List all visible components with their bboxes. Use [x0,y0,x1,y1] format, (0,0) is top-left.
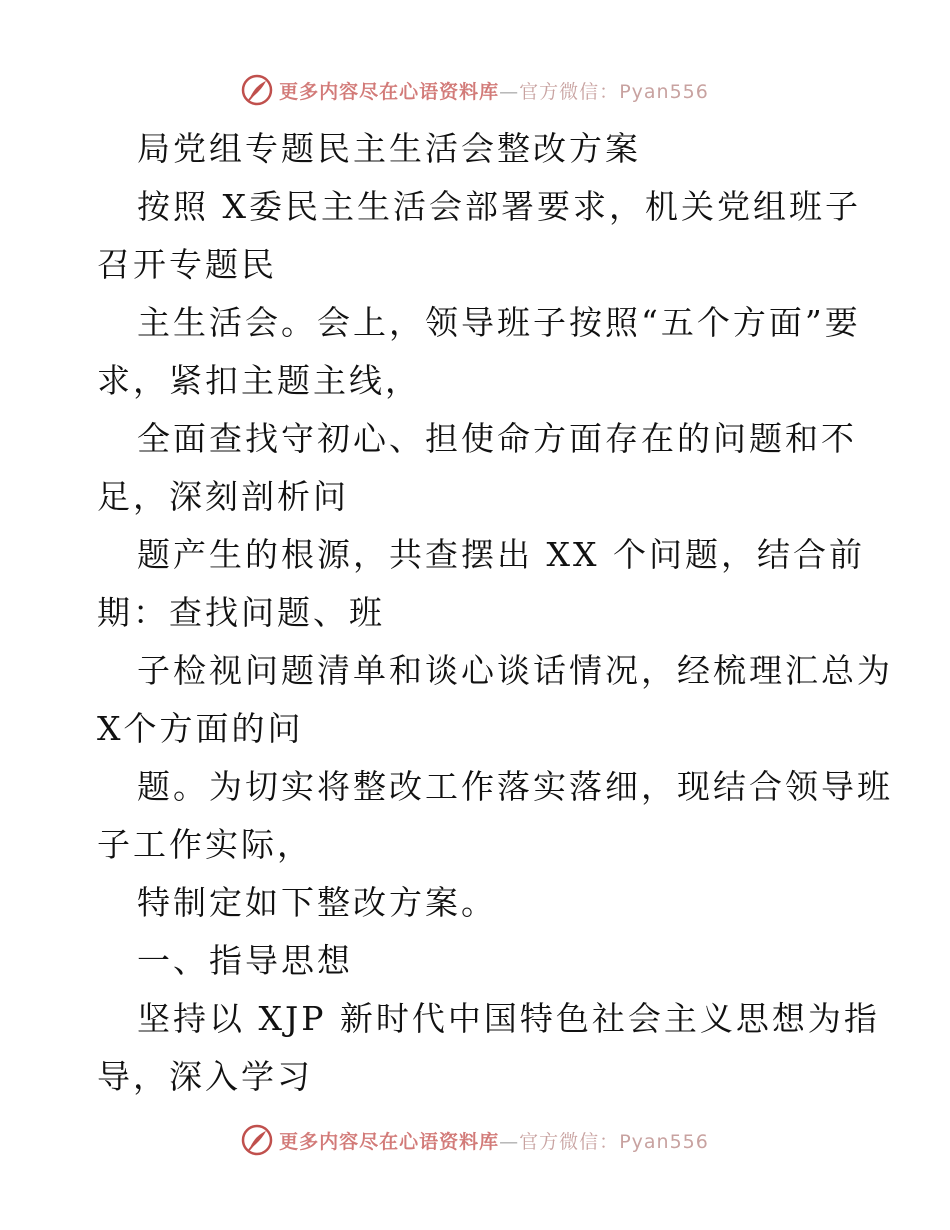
document-line: 局党组专题民主生活会整改方案 [137,129,641,168]
document-line: 全面查找守初心、担使命方面存在的问题和不 [137,419,857,458]
document-line: 足，深刻剖析问 [97,477,349,516]
document-line: 题。为切实将整改工作落实落细，现结合领导班 [137,767,893,806]
watermark-header-main: 更多内容尽在心语资料库 [279,80,500,103]
watermark-header-separator: — [499,80,520,103]
document-line: 特制定如下整改方案。 [137,883,497,922]
document-line: 题产生的根源，共查摆出 XX 个问题，结合前 [137,535,865,574]
watermark-header-text [279,77,709,104]
document-body [97,120,893,1106]
document-line: 召开专题民 [97,245,277,284]
watermark-header-wechat-label: 官方微信： [519,80,620,103]
document-line: 导，深入学习 [97,1057,313,1096]
watermark-footer-wechat-id: Pyan556 [619,1130,709,1153]
document-line: 坚持以 XJP 新时代中国特色社会主义思想为指 [137,999,880,1038]
document-line: 求，紧扣主题主线， [97,361,421,400]
document-line: 子检视问题清单和谈心谈话情况，经梳理汇总为 [137,651,893,690]
document-line: X个方面的问 [97,709,304,748]
document-line: 期：查找问题、班 [97,593,385,632]
document-line: 一、指导思想 [137,941,353,980]
watermark-footer [0,1120,950,1160]
watermark-header-wechat-id: Pyan556 [619,80,709,103]
watermark-header-inner [241,74,709,106]
feather-pen-logo-icon [241,74,273,106]
watermark-footer-separator: — [499,1130,520,1153]
feather-pen-logo-icon [241,1124,273,1156]
watermark-footer-text [279,1127,709,1154]
watermark-footer-wechat-label: 官方微信： [519,1130,620,1153]
watermark-footer-inner [241,1124,709,1156]
watermark-footer-main: 更多内容尽在心语资料库 [279,1130,500,1153]
document-line: 子工作实际， [97,825,313,864]
document-line: 主生活会。会上，领导班子按照“五个方面”要 [137,303,861,342]
watermark-header [0,70,950,110]
document-line: 按照 X委民主生活会部署要求，机关党组班子 [137,187,861,226]
